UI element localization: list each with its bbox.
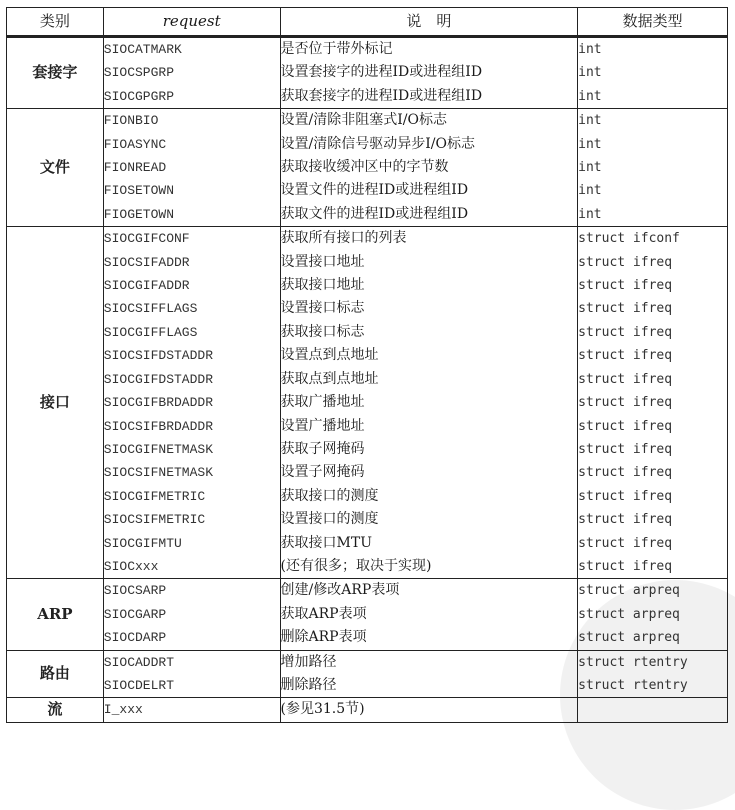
table-row <box>7 251 728 274</box>
data-type-cell: int <box>578 156 728 179</box>
description-cell: 获取ARP表项 <box>280 603 578 626</box>
description-cell: 获取接口的测度 <box>280 485 578 508</box>
request-cell: SIOCSIFBRDADDR <box>103 415 280 438</box>
table-row <box>7 156 728 179</box>
table-row <box>7 37 728 62</box>
table-row <box>7 203 728 227</box>
request-cell: I_xxx <box>103 698 280 722</box>
header-category: 类别 <box>7 8 104 37</box>
request-cell: FIONBIO <box>103 109 280 133</box>
table-row <box>7 461 728 484</box>
table-row <box>7 227 728 251</box>
data-type-cell: int <box>578 203 728 227</box>
description-cell: 设置接口地址 <box>280 251 578 274</box>
description-cell: 获取广播地址 <box>280 391 578 414</box>
category-cell: 套接字 <box>7 37 104 109</box>
request-cell: SIOCSIFMETRIC <box>103 508 280 531</box>
request-cell: SIOCATMARK <box>103 37 280 62</box>
request-cell: SIOCGIFBRDADDR <box>103 391 280 414</box>
request-cell: SIOCSIFDSTADDR <box>103 344 280 367</box>
table-row <box>7 109 728 133</box>
table-row <box>7 626 728 650</box>
header-description: 说 明 <box>280 8 578 37</box>
description-cell: 删除路径 <box>280 674 578 698</box>
request-cell: FIOSETOWN <box>103 179 280 202</box>
request-cell: SIOCSIFFLAGS <box>103 297 280 320</box>
table-row <box>7 532 728 555</box>
description-cell: 设置接口的测度 <box>280 508 578 531</box>
request-cell: SIOCGIFDSTADDR <box>103 368 280 391</box>
data-type-cell <box>578 698 728 722</box>
request-cell: FIONREAD <box>103 156 280 179</box>
request-cell: SIOCSIFADDR <box>103 251 280 274</box>
data-type-cell: int <box>578 61 728 84</box>
data-type-cell: struct ifreq <box>578 274 728 297</box>
data-type-cell: struct ifreq <box>578 461 728 484</box>
table-row <box>7 603 728 626</box>
description-cell: (还有很多；取决于实现) <box>280 555 578 579</box>
table-row <box>7 179 728 202</box>
description-cell: 设置点到点地址 <box>280 344 578 367</box>
description-cell: 获取接口MTU <box>280 532 578 555</box>
request-cell: SIOCGIFMTU <box>103 532 280 555</box>
data-type-cell: struct ifreq <box>578 321 728 344</box>
data-type-cell: struct ifreq <box>578 251 728 274</box>
request-cell: SIOCGARP <box>103 603 280 626</box>
request-cell: SIOCSARP <box>103 579 280 603</box>
data-type-cell: struct ifreq <box>578 438 728 461</box>
table-row <box>7 555 728 579</box>
description-cell: 设置/清除非阻塞式I/O标志 <box>280 109 578 133</box>
description-cell: 获取所有接口的列表 <box>280 227 578 251</box>
table-row <box>7 391 728 414</box>
table-row <box>7 698 728 722</box>
ioctl-request-table <box>6 7 728 723</box>
table-row <box>7 650 728 674</box>
description-cell: 设置/清除信号驱动异步I/O标志 <box>280 133 578 156</box>
data-type-cell: int <box>578 109 728 133</box>
data-type-cell: int <box>578 37 728 62</box>
request-cell: SIOCxxx <box>103 555 280 579</box>
data-type-cell: struct ifconf <box>578 227 728 251</box>
description-cell: 删除ARP表项 <box>280 626 578 650</box>
table-row <box>7 485 728 508</box>
table-row <box>7 674 728 698</box>
category-cell: 文件 <box>7 109 104 227</box>
table-body <box>7 37 728 723</box>
table-row <box>7 61 728 84</box>
data-type-cell: struct ifreq <box>578 391 728 414</box>
table-row <box>7 133 728 156</box>
category-cell: 路由 <box>7 650 104 698</box>
request-cell: SIOCSPGRP <box>103 61 280 84</box>
description-cell: 设置文件的进程ID或进程组ID <box>280 179 578 202</box>
description-cell: 获取接口地址 <box>280 274 578 297</box>
request-cell: SIOCGIFCONF <box>103 227 280 251</box>
data-type-cell: struct rtentry <box>578 674 728 698</box>
data-type-cell: struct ifreq <box>578 532 728 555</box>
data-type-cell: struct ifreq <box>578 415 728 438</box>
request-cell: SIOCSIFNETMASK <box>103 461 280 484</box>
request-cell: SIOCADDRT <box>103 650 280 674</box>
category-cell: ARP <box>7 579 104 650</box>
request-cell: SIOCGIFFLAGS <box>103 321 280 344</box>
request-cell: FIOGETOWN <box>103 203 280 227</box>
request-cell: SIOCGIFNETMASK <box>103 438 280 461</box>
data-type-cell: struct ifreq <box>578 485 728 508</box>
description-cell: 获取套接字的进程ID或进程组ID <box>280 85 578 109</box>
table-row <box>7 297 728 320</box>
data-type-cell: struct ifreq <box>578 555 728 579</box>
data-type-cell: struct rtentry <box>578 650 728 674</box>
description-cell: 设置广播地址 <box>280 415 578 438</box>
data-type-cell: struct arpreq <box>578 626 728 650</box>
data-type-cell: struct ifreq <box>578 297 728 320</box>
category-cell: 接口 <box>7 227 104 579</box>
header-request: request <box>103 8 280 37</box>
data-type-cell: struct ifreq <box>578 508 728 531</box>
table-header-row <box>7 8 728 37</box>
table-row <box>7 438 728 461</box>
description-cell: 设置套接字的进程ID或进程组ID <box>280 61 578 84</box>
table-row <box>7 579 728 603</box>
description-cell: 设置接口标志 <box>280 297 578 320</box>
description-cell: 设置子网掩码 <box>280 461 578 484</box>
description-cell: 创建/修改ARP表项 <box>280 579 578 603</box>
request-cell: SIOCDELRT <box>103 674 280 698</box>
table-row <box>7 85 728 109</box>
data-type-cell: struct ifreq <box>578 344 728 367</box>
table-row <box>7 344 728 367</box>
request-cell: SIOCDARP <box>103 626 280 650</box>
data-type-cell: int <box>578 179 728 202</box>
description-cell: 是否位于带外标记 <box>280 37 578 62</box>
request-cell: SIOCGPGRP <box>103 85 280 109</box>
table-row <box>7 415 728 438</box>
description-cell: 获取文件的进程ID或进程组ID <box>280 203 578 227</box>
header-data-type: 数据类型 <box>578 8 728 37</box>
description-cell: (参见31.5节) <box>280 698 578 722</box>
request-cell: FIOASYNC <box>103 133 280 156</box>
data-type-cell: struct ifreq <box>578 368 728 391</box>
description-cell: 增加路径 <box>280 650 578 674</box>
table-row <box>7 508 728 531</box>
request-cell: SIOCGIFMETRIC <box>103 485 280 508</box>
table-row <box>7 274 728 297</box>
data-type-cell: struct arpreq <box>578 579 728 603</box>
category-cell: 流 <box>7 698 104 722</box>
request-cell: SIOCGIFADDR <box>103 274 280 297</box>
description-cell: 获取接口标志 <box>280 321 578 344</box>
description-cell: 获取接收缓冲区中的字节数 <box>280 156 578 179</box>
description-cell: 获取点到点地址 <box>280 368 578 391</box>
data-type-cell: int <box>578 133 728 156</box>
table-row <box>7 321 728 344</box>
data-type-cell: struct arpreq <box>578 603 728 626</box>
description-cell: 获取子网掩码 <box>280 438 578 461</box>
table-row <box>7 368 728 391</box>
data-type-cell: int <box>578 85 728 109</box>
